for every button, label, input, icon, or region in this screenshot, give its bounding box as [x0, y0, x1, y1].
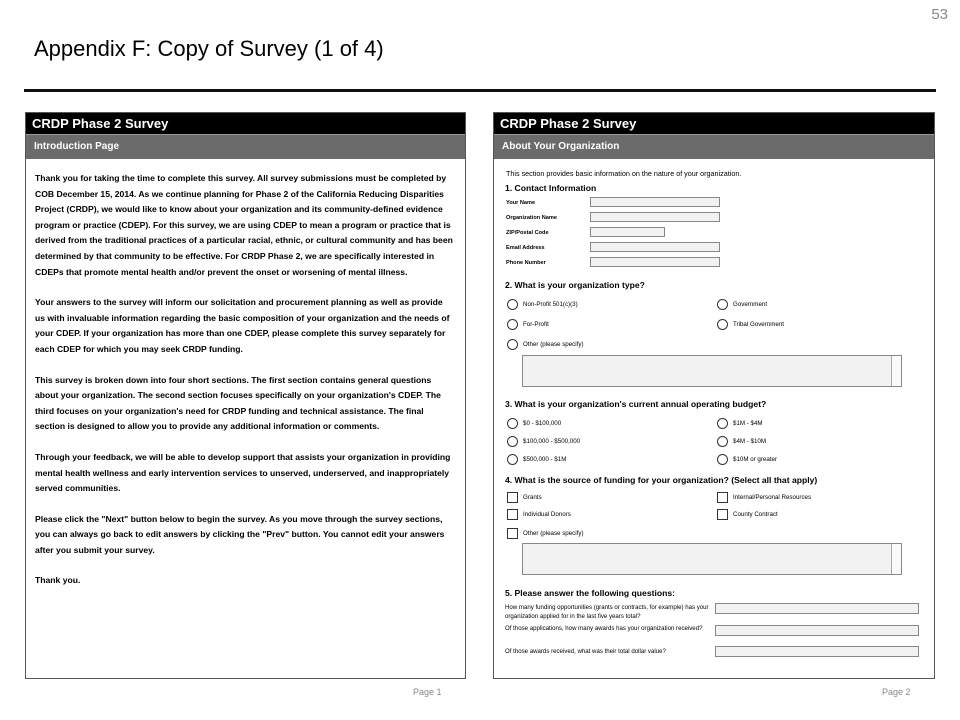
phone-input[interactable] — [590, 257, 720, 267]
org-type-option[interactable]: Government — [717, 299, 767, 310]
checkbox[interactable] — [507, 528, 518, 539]
field-label: Phone Number — [506, 260, 546, 266]
org-type-option[interactable]: For-Profit — [507, 319, 549, 330]
radio-button[interactable] — [717, 436, 728, 447]
survey-page-2 — [493, 112, 935, 679]
email-input[interactable] — [590, 242, 720, 252]
field-label: ZIP/Postal Code — [506, 230, 549, 236]
checkbox[interactable] — [507, 492, 518, 503]
field-label: Email Address — [506, 245, 545, 251]
section-description: This section provides basic information on the nature of your organization. — [506, 169, 742, 178]
page-1-label: Page 1 — [413, 687, 442, 697]
field-label: Organization Name — [506, 215, 557, 221]
question-5a-label: How many funding opportunities (grants or contracts, for example) has your organization applied for in the last five years total? — [505, 604, 709, 620]
radio-button[interactable] — [507, 299, 518, 310]
funding-source-option[interactable]: Internal/Personal Resources — [717, 492, 811, 503]
radio-button[interactable] — [507, 319, 518, 330]
scrollbar[interactable] — [891, 544, 901, 574]
org-type-option[interactable]: Other (please specify) — [507, 339, 584, 350]
intro-paragraph: Through your feedback, we will be able to develop support that assists your organization in providing mental health wellness and early intervention services to unserved, underserved, and inappropriately served communities. — [35, 451, 451, 494]
awards-received-input[interactable] — [715, 625, 919, 636]
org-type-option[interactable]: Non-Profit 501(c)(3) — [507, 299, 578, 310]
budget-option[interactable]: $100,000 - $500,000 — [507, 436, 580, 447]
radio-button[interactable] — [717, 418, 728, 429]
budget-option[interactable]: $4M - $10M — [717, 436, 766, 447]
radio-button[interactable] — [507, 418, 518, 429]
question-1-title: 1. Contact Information — [505, 183, 597, 193]
section-header: About Your Organization — [494, 134, 934, 159]
budget-option[interactable]: $1M - $4M — [717, 418, 763, 429]
funding-source-option[interactable]: Other (please specify) — [507, 528, 584, 539]
section-header: Introduction Page — [26, 134, 465, 159]
checkbox[interactable] — [507, 509, 518, 520]
intro-paragraph: This survey is broken down into four short sections. The first section contains general questions about your organization. The second section focuses specifically on your organization's CDEP. The third focuses on your organization's need for CRDP funding and technical assistance. The final section is designed to allow you to provide any additional information or comments. — [35, 374, 441, 432]
budget-option[interactable]: $10M or greater — [717, 454, 777, 465]
survey-page-1 — [25, 112, 466, 679]
radio-button[interactable] — [507, 339, 518, 350]
radio-button[interactable] — [717, 454, 728, 465]
funding-applications-input[interactable] — [715, 603, 919, 614]
funding-source-option[interactable]: Grants — [507, 492, 542, 503]
question-5-title: 5. Please answer the following questions: — [505, 588, 676, 598]
funding-source-option[interactable]: County Contract — [717, 509, 778, 520]
question-4-title: 4. What is the source of funding for your organization? (Select all that apply) — [505, 475, 818, 485]
intro-paragraph: Please click the "Next" button below to begin the survey. As you move through the survey sections, you can always go back to edit answers by clicking the "Prev" button. You cannot edit your answers after you submit your survey. — [35, 513, 445, 555]
question-3-title: 3. What is your organization's current annual operating budget? — [505, 399, 767, 409]
slide-title: Appendix F: Copy of Survey (1 of 4) — [34, 36, 384, 61]
checkbox[interactable] — [717, 492, 728, 503]
survey-header: CRDP Phase 2 Survey — [494, 113, 934, 134]
budget-option[interactable]: $0 - $100,000 — [507, 418, 561, 429]
radio-button[interactable] — [507, 454, 518, 465]
budget-option[interactable]: $500,000 - $1M — [507, 454, 566, 465]
survey-header: CRDP Phase 2 Survey — [26, 113, 465, 134]
other-org-type-textarea[interactable] — [522, 355, 902, 387]
radio-button[interactable] — [717, 319, 728, 330]
radio-button[interactable] — [507, 436, 518, 447]
question-5b-label: Of those applications, how many awards has your organization received? — [505, 625, 703, 632]
page-2-label: Page 2 — [882, 687, 911, 697]
other-funding-textarea[interactable] — [522, 543, 902, 575]
slide-number: 53 — [931, 6, 948, 23]
zip-code-input[interactable] — [590, 227, 665, 237]
funding-source-option[interactable]: Individual Donors — [507, 509, 571, 520]
org-type-option[interactable]: Tribal Government — [717, 319, 784, 330]
intro-paragraph: Thank you for taking the time to complete this survey. All survey submissions must be completed by COB December 15, 2014. As we continue planning for Phase 2 of the California Reducing Disparities Project (CRDP), we would like to know about your organization and its community-defined evidence program or practice (CDEP). For this survey, we are using CDEP to mean a program or practice that is derived from the traditional practices of a particular racial, ethnic, or cultural community and has been determined by that community to be effective. For CRDP Phase 2, we are specifically interested in CDEPs that promote mental health and/or prevent the onset or worsening of mental illness. — [35, 173, 453, 277]
title-divider — [24, 89, 936, 92]
survey-form — [494, 159, 934, 679]
scrollbar[interactable] — [891, 356, 901, 386]
checkbox[interactable] — [717, 509, 728, 520]
field-label: Your Name — [506, 200, 536, 206]
organization-name-input[interactable] — [590, 212, 720, 222]
intro-paragraph: Thank you. — [35, 575, 81, 586]
intro-paragraph: Your answers to the survey will inform our solicitation and procurement planning as well as provide us with invaluable information regarding the basic composition of your organization and the needs of your CDEP. If your organization has more than one CDEP, please complete this survey separately for each CDEP for which you may seek CRDP funding. — [35, 297, 450, 354]
your-name-input[interactable] — [590, 197, 720, 207]
question-5c-label: Of those awards received, what was their total dollar value? — [505, 648, 666, 655]
radio-button[interactable] — [717, 299, 728, 310]
intro-text — [26, 159, 465, 589]
question-2-title: 2. What is your organization type? — [505, 280, 645, 290]
total-dollar-value-input[interactable] — [715, 646, 919, 657]
